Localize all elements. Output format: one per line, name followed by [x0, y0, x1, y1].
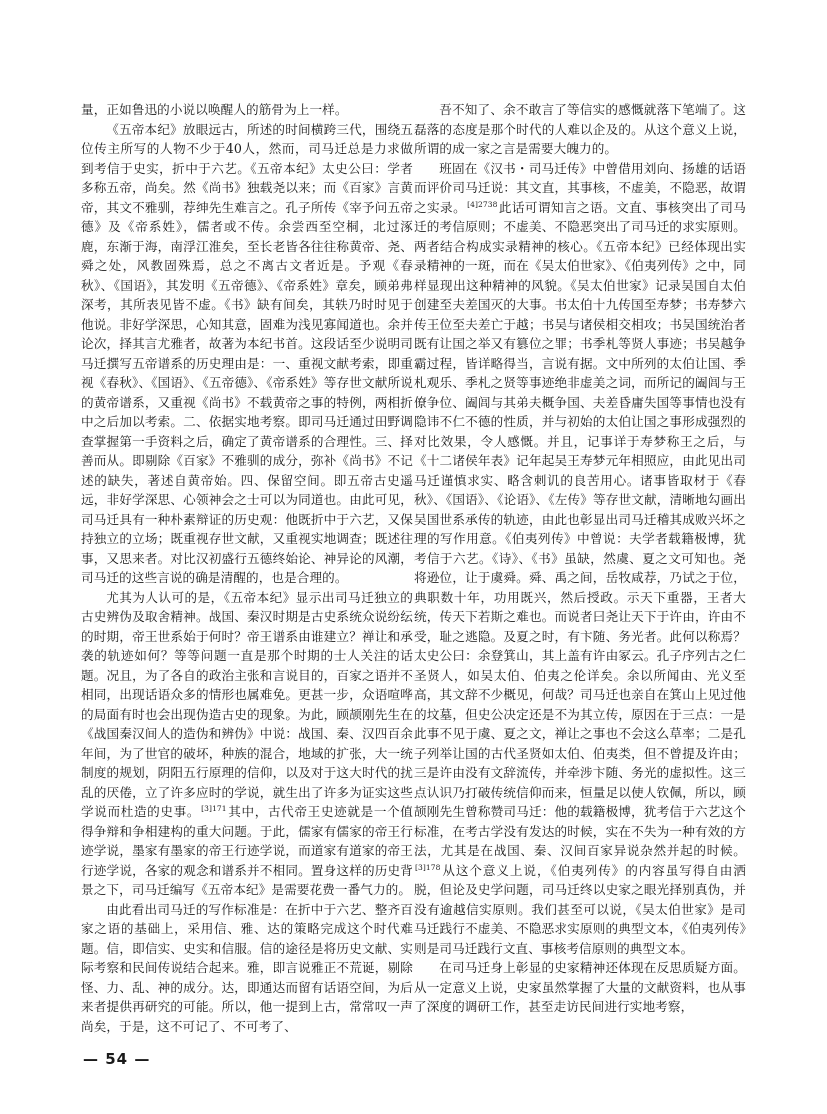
- paragraph-text-continued: 其中，古代帝王史迹就是一个值得争辩和争相建构的重大问题。于此，儒家有儒家的帝王行迹学说，墨家有墨家的帝王行迹学说，而道家有道家的帝王行迹学说，各家的观念和谱系并不相同。置身这样的历史背景之下，司马迁编写《五帝本纪》是需要花费一番气力的。: [81, 804, 413, 897]
- left-column: [81, 100, 413, 1036]
- citation-marker: [4]2738: [467, 199, 498, 209]
- citation-marker: [3]171: [201, 804, 227, 813]
- paragraph-text: 吾不知了、余不敢言了等信实的感慨就落下笔端了。这磊落的态度是那个时代的人难以企及的。从这个意义上说，所谓的成一家之言是需要大魄力的。: [414, 102, 746, 156]
- paragraph: [414, 958, 746, 1017]
- paragraph-text: 尤其为人认可的是，《五帝本纪》显示出司马迁独立的古史辨伪及取舍精神。战国、秦汉时期是古史系统众说纷纭的时期，帝王世系始于何时？帝王谱系由谁建立？禅让和承袭的轨迹如何？等等问题一直是那个时期的士人关注的话题。况且，为了各自的政治主张和言说目的，百家之语并不相同，出现话语众多的情形也属难免。更甚一步，众语喧哗的局面有时也会出现伪造古史的现象。为此，顾颉刚先生在《战国秦汉间人的造伪和辨伪》中说：战国、秦、汉四百余年间，为了世官的破坏，种族的混合，地域的扩张，大一统制度的规划，阴阳五行原理的信仰，以及对于这大时代的扰乱的厌倦，立了许多应时的学说，就生出了许多为证实这些学说而杜造的史事。: [81, 589, 413, 819]
- paragraph: [81, 588, 413, 900]
- paragraph-text: 班固在《汉书・司马迁传》中曾借用刘向、扬雄的话语而评价司马迁说：其文直，其事核，不虚美，不隐恶，故谓之实录。: [414, 160, 746, 215]
- right-column: [414, 100, 746, 1017]
- paragraph-text: 量，正如鲁迅的小说以唤醒人的筋骨为上一样。: [81, 102, 348, 117]
- paragraph-text: 在司马迁身上彰显的史家精神还体现在反思质疑方面。从一定意义上说，史家虽然掌握了大量的文献资料，也从事了深度的调研工作，甚至走访民间进行实地考察，: [414, 960, 746, 1014]
- paragraph: [414, 100, 746, 159]
- citation-marker: [3]178: [415, 862, 441, 872]
- paragraph: [414, 159, 746, 959]
- paragraph-text-continued: 此话可谓知言之语。文直、事核突出了司马迁的考信原则；不虚美、不隐恶突出了司马迁的求实原则。两者结合构成实录精神的核心。《五帝本纪》已经体现出实录精神的一斑，而在《吴太伯世家》、《伯夷列传》之中，同样显现出这种精神的风貌。《吴太伯世家》记录吴国自太伯创建至夫差国灭的大事。书太伯十九传国至寿梦；书寿梦六传王位至夫差亡于越；书吴与诸侯相交相攻；书吴国统治者既有让国之举又有篡位之罪；书季札等贤人事迹；书吴越争霸过程，皆详略得当，言说有据。文中所列的太伯让国、季札观乐、季札之贤等事迹绝非虚美之词，而所记的阖闾与王僚争位、阖闾与其弟夫概争国、夫差昏庸失国等事情也没有隐讳不仁不德的性质，并与初始的太伯让国之事形成强烈的对比效果，令人感慨。并且，记事详于寿梦称王之后，与《十二诸侯年表》记年起吴王寿梦元年相照应，由此见出司马迁谨慎求实、略含刺讥的良苦用心。诸事皆取材于《春秋》、《国语》、《论语》、《左传》等存世文献，清晰地勾画出吴国世系承传的轨迹，由此也彰显出司马迁稽其成败兴坏之理的写作用意。《伯夷列传》中曾说：夫学者载籍极博，犹考信于六艺。《诗》、《书》虽缺，然虞、夏之文可知也。尧将逊位，让于虞舜。舜、禹之间，岳牧咸荐，乃试之于位，典职数十年，功用既兴，然后授政。示天下重器，王者大统，传天下若斯之难也。而说者曰尧让天下于许由，许由不受，耻之逃隐。及夏之时，有卞随、务光者。此何以称焉？太史公曰：余登箕山，其上盖有许由冢云。孔子序列古之仁圣贤人，如吴太伯、伯夷之伦详矣。余以所闻由、光义至高，其文辞不少概见，何哉？司马迁也亲自在箕山上见过他的坟墓，但史公决定还是不为其立传，原因在于三点：一是此事不见于虞、夏之文，禅让之事也不会这么草率；二是孔子列举让国的古代圣贤如太伯、伯夷类，但不曾提及许由；三是许由没有文辞流传，并牵涉卞随、务光的虚拟性。这三点认识乃打破传统信仰而来，恒量足以使人钦佩，所以，顾颉刚先生曾称赞司马迁：他的载籍极博，犹考信于六艺这个标准，在考古学没有发达的时候，实在不失为一种有效的方法，尤其是在战国、秦、汉间百家异说杂然并起的时候。: [414, 199, 746, 858]
- paragraph: [81, 100, 413, 120]
- page-number: — 54 —: [83, 1050, 151, 1068]
- paragraph-text-continued: 从这个意义上说，《伯夷列传》的内容虽写得自由洒脱，但论及史学问题，司马迁终以史家之眼光择别真伪，并没有逾越信实原则。我们甚至可以说，《吴太伯世家》是司马迁践行不虚美、不隐恶求实原则的典型文本，《伯夷列传》则是司马迁践行文直、事核考信原则的典型文本。: [414, 862, 746, 956]
- paragraph: [81, 900, 413, 1037]
- paragraph-text: 《五帝本纪》放眼远古，所述的时间横跨三代，围绕五位传主所写的人物不少于40人，然而，司马迁总是力求做到考信于史实，折中于六艺。《五帝本纪》太史公曰：学者多称五帝，尚矣。然《尚书》独载尧以来；而《百家》言黄帝，其文不雅驯，荐绅先生难言之。孔子所传《宰予问五帝德》及《帝系姓》，儒者或不传。余尝西至空桐，北过涿鹿，东渐于海，南浮江淮矣，至长老皆各往往称黄帝、尧、舜之处，风教固殊焉，总之不离古文者近是。予观《春秋》、《国语》，其发明《五帝德》、《帝系姓》章矣，顾弟弗深考，其所表见皆不虚。《书》缺有间矣，其轶乃时时见于他说。非好学深思，心知其意，固难为浅见寡闻道也。余并论次，择其言尤雅者，故著为本纪书首。这段话至少说明司马迁撰写五帝谱系的历史理由是：一、重视文献考索，即重视《春秋》、《国语》、《五帝德》、《帝系姓》等存世文献所说的黄帝谱系，又重视《尚书》不载黄帝之事的特例，两相折中之后加以考索。二、依据实地考察。即司马迁通过田野调查掌握第一手资料之后，确定了黄帝谱系的合理性。三、择善而从。即剔除《百家》不雅驯的成分，弥补《尚书》不记述的缺失，著述自黄帝始。四、保留空间。即五帝古史遥远，非好学深思、心领神会之士可以为同道也。由此可见，司马迁具有一种朴素辩证的历史观：他既折中于六艺，又保持独立的立场；既重视存世文献，又重视实地调查；既述往事，又思来者。对比汉初盛行五德终始论、神异论的风潮，司马迁的这些言说的确是清醒的，也是合理的。: [81, 121, 413, 585]
- paragraph: [81, 120, 413, 588]
- paragraph-text: 由此看出司马迁的写作标准是：在折中于六艺、整齐百家之语的基础上，采用信、雅、达的策略完成这个时代难题。信，即信实、史实和信服。信的途径是将历史文献、实际考察和民间传说结合起来。雅，即言说雅正不荒诞，剔除怪、力、乱、神的成分。达，即通达而留有话语空间，为后来者提供再研究的可能。所以，他一提到上古，常常叹一声尚矣，于是，这不可记了、不可考了、: [81, 901, 413, 1034]
